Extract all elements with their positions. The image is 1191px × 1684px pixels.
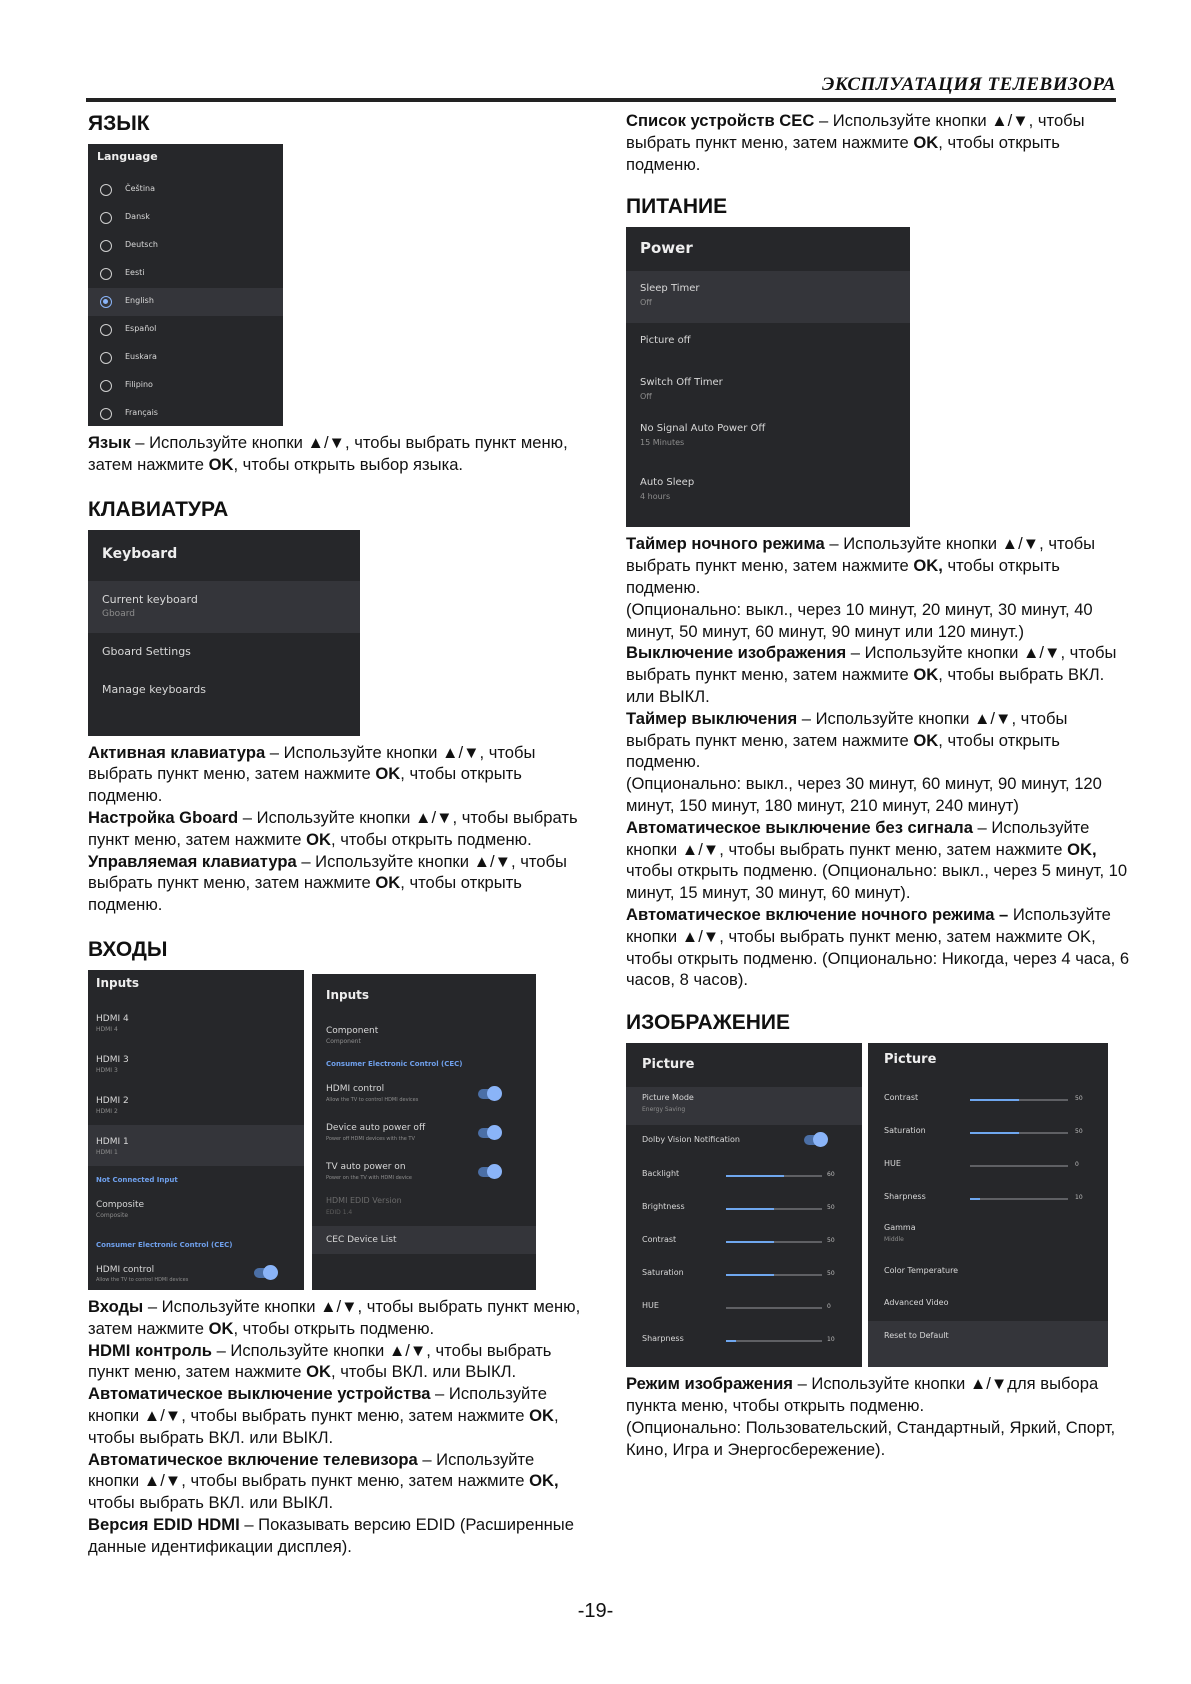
input-source-sub: HDMI 2 bbox=[96, 1107, 118, 1115]
power-item[interactable] bbox=[626, 411, 910, 465]
power-item[interactable] bbox=[626, 465, 910, 515]
picture-screen-2 bbox=[868, 1043, 1108, 1367]
toggle-switch[interactable] bbox=[478, 1128, 500, 1138]
slider-fill bbox=[726, 1208, 774, 1210]
slider-label: Contrast bbox=[884, 1093, 919, 1103]
input-source-label: HDMI 3 bbox=[96, 1054, 129, 1065]
slider-track[interactable] bbox=[726, 1274, 822, 1276]
section-not-connected: Not Connected Input bbox=[96, 1175, 178, 1184]
composite-label: Composite bbox=[96, 1199, 145, 1210]
slider-fill bbox=[970, 1198, 980, 1200]
language-description: Язык – Используйте кнопки ▲/▼, чтобы выбрать пункт меню, затем нажмите OK, чтобы открыть выбор языка. bbox=[88, 433, 568, 474]
slider-fill bbox=[970, 1099, 1019, 1101]
cec-toggle-sub: Power on the TV with HDMI device bbox=[326, 1174, 412, 1181]
keyboard-heading: КЛАВИАТУРА bbox=[88, 497, 229, 521]
slider-label: HUE bbox=[642, 1301, 659, 1311]
picture-screens bbox=[626, 1043, 1136, 1367]
slider-track[interactable] bbox=[726, 1307, 822, 1309]
input-source-item[interactable] bbox=[88, 1002, 304, 1043]
cec-toggle-sub: Allow the TV to control HDMI devices bbox=[326, 1096, 419, 1103]
picture-mode-label: Picture Mode bbox=[642, 1093, 694, 1103]
power-heading: ПИТАНИЕ bbox=[626, 195, 728, 219]
language-option-label: Čeština bbox=[125, 184, 156, 193]
hdmi-control-sub: Allow the TV to control HDMI devices bbox=[96, 1276, 189, 1283]
slider-value: 10 bbox=[827, 1336, 835, 1344]
language-option[interactable] bbox=[88, 176, 283, 204]
page-header bbox=[86, 72, 1116, 102]
cec-toggle-label: HDMI control bbox=[326, 1083, 385, 1094]
language-option[interactable] bbox=[88, 204, 283, 232]
slider-track[interactable] bbox=[970, 1099, 1068, 1101]
power-item-label: No Signal Auto Power Off bbox=[640, 423, 766, 435]
advanced-video-label: Advanced Video bbox=[884, 1298, 949, 1308]
slider-value: 50 bbox=[827, 1237, 835, 1245]
power-item[interactable] bbox=[626, 323, 910, 365]
cec-toggle-sub: Power off HDMI devices with the TV bbox=[326, 1135, 415, 1142]
power-item[interactable] bbox=[626, 271, 910, 323]
power-item-label: Picture off bbox=[640, 335, 691, 347]
language-option-label: Euskara bbox=[125, 352, 157, 361]
hdmi-control-toggle[interactable] bbox=[254, 1268, 276, 1278]
picture-mode-sub: Energy Saving bbox=[642, 1106, 686, 1114]
slider-label: Contrast bbox=[642, 1235, 677, 1245]
inputs-screens bbox=[88, 970, 588, 1290]
inputs-screen-1 bbox=[88, 970, 304, 1290]
picture-slider-item[interactable] bbox=[626, 1225, 862, 1258]
gboard-settings-item[interactable]: Gboard Settings bbox=[102, 644, 191, 658]
power-screen-title: Power bbox=[640, 239, 693, 258]
hdmi-control-label: HDMI control bbox=[96, 1264, 155, 1275]
dolby-vision-label: Dolby Vision Notification bbox=[642, 1135, 740, 1145]
slider-label: HUE bbox=[884, 1159, 901, 1169]
language-option-label: Français bbox=[125, 408, 158, 417]
input-source-label: HDMI 1 bbox=[96, 1136, 129, 1147]
picture-screen-1-title: Picture bbox=[642, 1057, 695, 1073]
slider-label: Sharpness bbox=[642, 1334, 684, 1344]
language-option-label: Eesti bbox=[125, 268, 145, 277]
language-option[interactable] bbox=[88, 344, 283, 372]
language-screen bbox=[88, 144, 283, 426]
composite-item[interactable] bbox=[88, 1192, 304, 1230]
component-label: Component bbox=[326, 1025, 379, 1036]
radio-icon bbox=[100, 324, 112, 336]
cec-toggle-label: TV auto power on bbox=[326, 1161, 406, 1172]
cec-description: Список устройств CEC – Используйте кнопки ▲/▼, чтобы выбрать пункт меню, затем нажмите OK, чтобы открыть подменю. bbox=[626, 111, 1085, 174]
page-number: -19- bbox=[577, 1600, 614, 1622]
header-title: ЭКСПЛУАТАЦИЯ ТЕЛЕВИЗОРА bbox=[821, 74, 1116, 95]
language-screen-title: Language bbox=[97, 150, 158, 163]
picture-description: Режим изображения – Используйте кнопки ▲/▼для выбора пункта меню, чтобы открыть подменю. (Опционально: Пользовательский, Стандартный, Яркий, Спорт, Кино, Игра и Энергосбережение). bbox=[626, 1374, 1116, 1459]
dolby-vision-item[interactable] bbox=[626, 1125, 862, 1157]
language-option-label: English bbox=[125, 296, 154, 305]
slider-track[interactable] bbox=[726, 1175, 822, 1177]
right-column bbox=[626, 110, 1136, 1460]
power-item-sub: 15 Minutes bbox=[640, 438, 685, 448]
keyboard-screen-title: Keyboard bbox=[102, 545, 178, 562]
input-source-sub: HDMI 4 bbox=[96, 1025, 118, 1033]
toggle-switch[interactable] bbox=[478, 1089, 500, 1099]
picture-slider-item[interactable] bbox=[626, 1324, 862, 1357]
power-description: Таймер ночного режима – Используйте кнопки ▲/▼, чтобы выбрать пункт меню, затем нажмите OK, чтобы открыть подменю. (Опционально: выкл., через 10 минут, 20 минут, 30 минут, 40 минут, 50 минут, 60 минут, 90 минут или 120 минут.) Выключение изображения – Используйте кнопки ▲/▼, чтобы выбрать пункт меню, затем нажмите OK, чтобы выбрать ВКЛ. или ВЫКЛ. Таймер выключения – Используйте кнопки ▲/▼, чтобы выбрать пункт меню, затем нажмите OK, чтобы открыть подменю. (Опционально: выкл., через 30 минут, 60 минут, 90 минут, 120 минут, 150 минут, 180 минут, 210 минут, 240 минут) Автоматическое выключение без сигнала – Используйте кнопки ▲/▼, чтобы выбрать пункт меню, затем нажмите OK, чтобы открыть подменю. (Опционально: выкл., через 5 минут, 10 минут, 15 минут, 30 минут, 60 минут). Автоматическое включение ночного режима – Используйте кнопки ▲/▼, чтобы выбрать пункт меню, затем нажмите OK, чтобы открыть подменю. (Опционально: Никогда, через 4 часа, 6 часов, 8 часов). bbox=[626, 534, 1130, 990]
keyboard-screen bbox=[88, 530, 360, 736]
slider-value: 50 bbox=[1075, 1128, 1083, 1136]
manage-keyboards-item[interactable]: Manage keyboards bbox=[102, 682, 206, 696]
gamma-sub: Middle bbox=[884, 1236, 904, 1244]
cec-toggle-item[interactable] bbox=[312, 1156, 536, 1195]
slider-value: 0 bbox=[827, 1303, 831, 1311]
language-heading: ЯЗЫК bbox=[88, 112, 150, 135]
advanced-video-item[interactable] bbox=[868, 1291, 1108, 1317]
power-item-sub: 4 hours bbox=[640, 492, 671, 502]
inputs-screen-1-title: Inputs bbox=[96, 975, 140, 990]
current-keyboard-item[interactable]: Current keyboard Gboard bbox=[88, 581, 360, 633]
power-screen bbox=[626, 227, 910, 527]
radio-icon bbox=[100, 240, 112, 252]
slider-fill bbox=[726, 1340, 736, 1342]
slider-label: Saturation bbox=[642, 1268, 684, 1278]
power-item-label: Sleep Timer bbox=[640, 283, 700, 295]
radio-icon bbox=[100, 408, 112, 420]
picture-slider-item[interactable] bbox=[626, 1258, 862, 1291]
section-cec: Consumer Electronic Control (CEC) bbox=[96, 1240, 233, 1249]
language-option-label: Filipino bbox=[125, 380, 153, 389]
slider-label: Backlight bbox=[642, 1169, 680, 1179]
power-item-sub: Off bbox=[640, 392, 652, 402]
language-option[interactable] bbox=[88, 372, 283, 400]
cec-device-list-item[interactable] bbox=[312, 1226, 536, 1254]
radio-icon bbox=[100, 296, 112, 308]
slider-label: Sharpness bbox=[884, 1192, 926, 1202]
inputs-screen-2-title: Inputs bbox=[326, 987, 370, 1002]
hdmi-control-item[interactable] bbox=[88, 1256, 304, 1290]
inputs-heading: ВХОДЫ bbox=[88, 937, 168, 961]
edid-version-item bbox=[312, 1196, 536, 1226]
cec-toggle-item[interactable] bbox=[312, 1078, 536, 1117]
slider-track[interactable] bbox=[726, 1208, 822, 1210]
picture-screen-1 bbox=[626, 1043, 862, 1367]
cec-toggle-item[interactable] bbox=[312, 1117, 536, 1156]
composite-sub: Composite bbox=[96, 1211, 129, 1219]
slider-fill bbox=[726, 1241, 774, 1243]
component-sub: Component bbox=[326, 1037, 361, 1045]
slider-label: Saturation bbox=[884, 1126, 926, 1136]
reset-default-label: Reset to Default bbox=[884, 1331, 949, 1341]
language-option-label: Dansk bbox=[125, 212, 150, 221]
input-source-sub: HDMI 3 bbox=[96, 1066, 118, 1074]
slider-fill bbox=[970, 1132, 1019, 1134]
input-source-label: HDMI 2 bbox=[96, 1095, 129, 1106]
slider-value: 0 bbox=[1075, 1161, 1079, 1169]
slider-value: 10 bbox=[1075, 1194, 1083, 1202]
picture-mode-item[interactable] bbox=[626, 1087, 862, 1125]
inputs-screen-2 bbox=[312, 974, 536, 1290]
keyboard-description: Активная клавиатура – Используйте кнопки ▲/▼, чтобы выбрать пункт меню, затем нажмите OK, чтобы открыть подменю. Настройка Gboard – Используйте кнопки ▲/▼, чтобы выбрать пункт меню, затем нажмите OK, чтобы открыть подменю. Управляемая клавиатура – Используйте кнопки ▲/▼, чтобы выбрать пункт меню, затем нажмите OK, чтобы открыть подменю. bbox=[88, 742, 578, 915]
edid-version-sub: EDID 1.4 bbox=[326, 1208, 353, 1216]
language-option[interactable] bbox=[88, 316, 283, 344]
slider-value: 50 bbox=[827, 1270, 835, 1278]
power-item-sub: Off bbox=[640, 298, 652, 308]
picture-slider-item[interactable] bbox=[626, 1192, 862, 1225]
radio-icon bbox=[100, 352, 112, 364]
section-cec: Consumer Electronic Control (CEC) bbox=[326, 1059, 463, 1068]
component-item[interactable] bbox=[312, 1020, 536, 1054]
language-option-label: Español bbox=[125, 324, 157, 333]
radio-icon bbox=[100, 380, 112, 392]
gamma-label: Gamma bbox=[884, 1223, 916, 1233]
slider-value: 50 bbox=[827, 1204, 835, 1212]
input-source-sub: HDMI 1 bbox=[96, 1148, 118, 1156]
slider-value: 60 bbox=[827, 1171, 835, 1179]
language-option[interactable] bbox=[88, 400, 283, 426]
language-option[interactable] bbox=[88, 260, 283, 288]
picture-heading: ИЗОБРАЖЕНИЕ bbox=[626, 1011, 790, 1035]
inputs-description: Входы – Используйте кнопки ▲/▼, чтобы выбрать пункт меню, затем нажмите OK, чтобы открыть подменю. HDMI контроль – Используйте кнопки ▲/▼, чтобы выбрать пункт меню, затем нажмите OK, чтобы ВКЛ. или ВЫКЛ. Автоматическое выключение устройства – Используйте кнопки ▲/▼, чтобы выбрать пункт меню, затем нажмите OK, чтобы выбрать ВКЛ. или ВЫКЛ. Автоматическое включение телевизора – Используйте кнопки ▲/▼, чтобы выбрать пункт меню, затем нажмите OK, чтобы выбрать ВКЛ. или ВЫКЛ. Версия EDID HDMI – Показывать версию EDID (Расширенные данные идентификации дисплея). bbox=[88, 1296, 581, 1556]
input-source-label: HDMI 4 bbox=[96, 1013, 129, 1024]
slider-fill bbox=[726, 1175, 784, 1177]
color-temperature-label: Color Temperature bbox=[884, 1266, 959, 1276]
picture-slider-item[interactable] bbox=[868, 1112, 1108, 1145]
reset-default-item[interactable] bbox=[868, 1321, 1108, 1367]
cec-toggle-label: Device auto power off bbox=[326, 1122, 426, 1133]
radio-icon bbox=[100, 184, 112, 196]
toggle-switch[interactable] bbox=[478, 1167, 500, 1177]
slider-track[interactable] bbox=[726, 1241, 822, 1243]
slider-track[interactable] bbox=[970, 1165, 1068, 1167]
input-source-item[interactable] bbox=[88, 1125, 304, 1166]
slider-fill bbox=[726, 1274, 774, 1276]
picture-slider-item[interactable] bbox=[868, 1178, 1108, 1211]
picture-slider-item[interactable] bbox=[868, 1145, 1108, 1178]
dolby-vision-toggle[interactable] bbox=[804, 1135, 826, 1145]
language-option[interactable] bbox=[88, 288, 283, 316]
color-temperature-item[interactable] bbox=[868, 1259, 1108, 1285]
picture-screen-2-title: Picture bbox=[884, 1052, 937, 1068]
language-option[interactable] bbox=[88, 232, 283, 260]
edid-version-label: HDMI EDID Version bbox=[326, 1195, 402, 1205]
picture-slider-item[interactable] bbox=[626, 1291, 862, 1324]
power-item-label: Switch Off Timer bbox=[640, 377, 723, 389]
input-source-item[interactable] bbox=[88, 1084, 304, 1125]
radio-icon bbox=[100, 268, 112, 280]
power-item[interactable] bbox=[626, 365, 910, 411]
gamma-item[interactable] bbox=[868, 1215, 1108, 1251]
slider-track[interactable] bbox=[726, 1340, 822, 1342]
radio-icon bbox=[100, 212, 112, 224]
slider-track[interactable] bbox=[970, 1132, 1068, 1134]
input-source-item[interactable] bbox=[88, 1043, 304, 1084]
power-item-label: Auto Sleep bbox=[640, 477, 695, 489]
slider-value: 50 bbox=[1075, 1095, 1083, 1103]
picture-slider-item[interactable] bbox=[626, 1159, 862, 1192]
cec-device-list-label: CEC Device List bbox=[326, 1234, 397, 1245]
picture-slider-item[interactable] bbox=[868, 1079, 1108, 1112]
slider-label: Brightness bbox=[642, 1202, 685, 1212]
slider-track[interactable] bbox=[970, 1198, 1068, 1200]
language-option-label: Deutsch bbox=[125, 240, 158, 249]
left-column bbox=[88, 110, 588, 1558]
